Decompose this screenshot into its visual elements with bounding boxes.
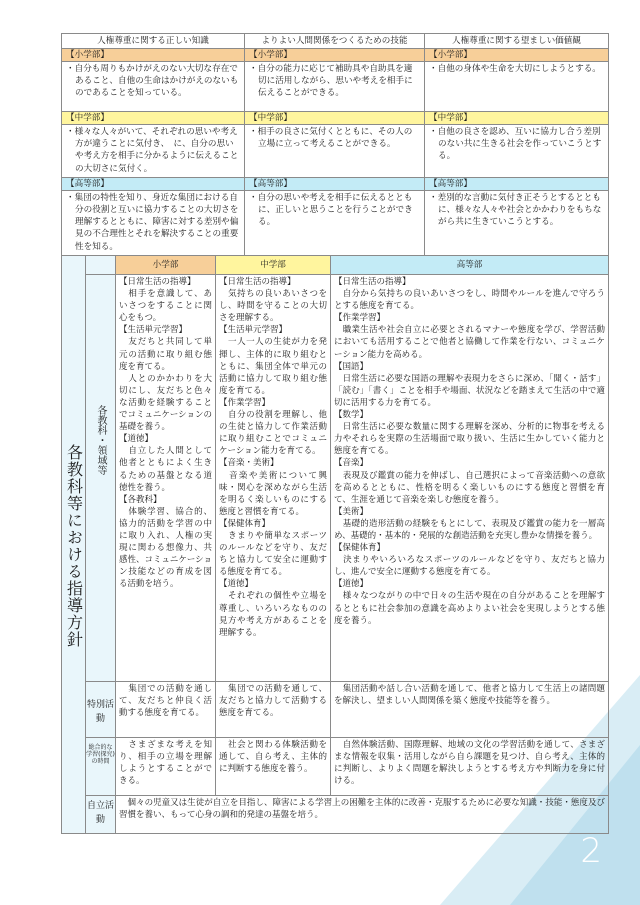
level-label-junior: 【中学部】 (62, 112, 245, 125)
level-label-high: 【高等部】 (62, 177, 245, 190)
integrated-elementary: さまざまな考えを知り、相手の立場を理解しようとすることができる。 (116, 738, 216, 796)
level-label-junior: 【中学部】 (245, 112, 425, 125)
goals-table (61, 33, 609, 256)
header-high: 高等部 (331, 256, 609, 275)
goal-text: ・様々な人々がいて、それぞれの思いや考え方が違うことに気付き、 に、自分の思いや考え方を相手に分かるように伝えることの大切さに気付く。 (66, 127, 239, 174)
goal-item (245, 125, 425, 178)
special-high: 集団活動や話し合い活動を通して、他者と協力して生活上の諸問題を解決し、望ましい人間関係を築く態度や技能等を養う。 (331, 682, 609, 738)
goal-text: ・自他の良さを認め、互いに協力し合う差別のない共に生きる社会を作っていこうとする。 (429, 127, 602, 162)
goal-text: ・差別的な言動に気付き正そうとするとともに、様々な人々や社会とかかわりをもちながら共に生きていこうとする。 (429, 192, 602, 228)
goal-item (245, 62, 425, 112)
level-label-high: 【高等部】 (245, 177, 425, 190)
goal-item (245, 190, 425, 255)
page-number: 2 (580, 831, 602, 871)
row-label-cell (86, 682, 116, 738)
main-label-cell (62, 256, 86, 834)
subjects-junior: 【日常生活の指導】 気持ちの良いあいさつをし、時間を守ることの大切さを理解する。 【生活単元学習】 一人一人の生徒が力を発揮し、主体的に取り組むとともに、集団全体で単元の活動に協力して取り組む態度を育てる。 【作業学習】 自分の役割を理解し、他の生徒と協力して作業活動に取り組むことでコミュニケーション能力を育てる。 【音楽・美術】 音楽や美術について興味・関心を深めながら生活を明るく楽しいものにする態度と習慣を育てる。 【保健体育】 きまりや簡単なスポーツのルールなどを守り、友だちと協力して安全に運動する態度を育てる。 【道徳】 それぞれの個性や立場を尊重し、いろいろなものの見方や考え方があることを理解する。 (216, 275, 331, 682)
level-label-elementary: 【小学部】 (245, 49, 425, 62)
header-elementary: 小学部 (116, 256, 216, 275)
header-blank (86, 256, 116, 275)
goal-item (425, 125, 609, 178)
subjects-elementary: 【日常生活の指導】 相手を意識して、あいさつをすることに関心をもつ。 【生活単元学習】 友だちと共同して単元の活動に取り組む態度を育てる。 人とのかかわりを大切にし、友だちと色々な活動を経験することでコミュニケーションの基礎を養う。 【道徳】 自立した人間として他者とともによく生きるための基盤となる道徳性を養う。 【各教科】 体験学習、協合的、協力的活動を学習の中に取り入れ、人権の実現に関わる想像力、共感性、コミュニケーション技能などの育成を図る活動を培う。 (116, 275, 216, 682)
level-label-high: 【高等部】 (425, 177, 609, 190)
integrated-high: 自然体験活動、国際理解、地域の文化の学習活動を通して、さまざまな情報を収集・活用しながら自ら課題を見つけ、自ら考え、主体的に判断し、よりよく問題を解決しようとする考え方や判断力を身に付ける。 (331, 738, 609, 796)
special-elementary: 集団での活動を通して、友だちと仲良く活動する態度を育てる。 (116, 682, 216, 738)
column-header: 人権尊重に関する望ましい価値観 (425, 34, 609, 49)
level-label-elementary: 【小学部】 (62, 49, 245, 62)
column-header: よりよい人間関係をつくるための技能 (245, 34, 425, 49)
level-label-junior: 【中学部】 (425, 112, 609, 125)
integrated-junior: 社会と関わる体験活動を通して、自ら考え、主体的に判断する態度を養う。 (216, 738, 331, 796)
independence-text: 個々の児童又は生徒が自立を目指し、障害による学習上の困難を主体的に改善・克服するために必要な知識・技能・態度及び習慣を養い、もって心身の調和的発達の基盤を培う。 (116, 796, 609, 834)
special-junior: 集団での活動を通して、友だちと協力して活動する態度を育てる。 (216, 682, 331, 738)
goal-text: ・自分も周りもかけがえのない大切な存在であること、自他の生命はかけがえのないものであることを知っている。 (66, 64, 239, 99)
subjects-high: 【日常生活の指導】 自分から気持ちの良いあいさつをし、時間やルールを進んで守ろうとする態度を育てる。 【作業学習】 職業生活や社会自立に必要とされるマナーや態度を学び、学習活動においても活用することで他者と協働して作業を行ない、コミュニケーション能力を高める。 【国語】 日常生活に必要な国語の理解や表現力をさらに深め、「聞く・話す」「読む」「書く」ことを相手や場面、状況などを踏まえて生活の中で適切に活用する力を育てる。 【数学】 日常生活に必要な数量に関する理解を深め、分析的に物事を考える力やそれらを実際の生活場面で取り扱い、生活に生かしていく能力と態度を育てる。 【音楽】 表現及び鑑賞の能力を伸ばし、自己選択によって音楽活動への意欲を高めるとともに、性格を明るく楽しいものにする態度と習慣を育て、生涯を通じて音楽を楽しむ態度を養う。 【美術】 基礎的造形活動の経験をもとにして、表現及び鑑賞の能力を一層高め、基礎的・基本的・発展的な創造活動を充実し豊かな情操を養う。 【保健体育】 決まりやいろいろなスポーツのルールなどを守り、友だちと協力し、進んで安全に運動する態度を育てる。 【道徳】 様々なつながりの中で日々の生活や現在の自分があることを理解するとともに社会参加の意識を高めよりよい社会を実現しようとする態度を養う。 (331, 275, 609, 682)
goal-text: ・自分の思いや考えを相手に伝えるとともに、正しいと思うことを行うことができる。 (249, 192, 413, 228)
goal-item (62, 125, 245, 178)
goal-item (62, 62, 245, 112)
goal-text: ・相手の良さに気付くとともに、その人の立場に立って考えることができる。 (249, 127, 413, 150)
row-label-cell (86, 738, 116, 796)
row-label-special-activities: 特別活動 (86, 700, 114, 724)
row-label-independence: 自立活動 (86, 801, 114, 825)
header-junior: 中学部 (216, 256, 331, 275)
goal-text: ・自分の能力に応じて補助具や自助具を適切に活用しながら、思いや考えを相手に伝えることができる。 (249, 64, 413, 99)
level-label-elementary: 【小学部】 (425, 49, 609, 62)
row-label-cell (86, 275, 116, 682)
goal-text: ・集団の特性を知り、身近な集団における自分の役割と互いに協力することの大切さを理解するとともに、障害に対する差別や偏見の不合理性とそれを解決することの重要性を知る。 (66, 192, 239, 252)
goal-item (425, 190, 609, 255)
row-label-subjects: 各教科・領域等 (95, 405, 106, 475)
row-label-integrated-study: 総合的な学習(探究)の時間 (86, 744, 115, 765)
goal-item (425, 62, 609, 112)
column-header: 人権尊重に関する正しい知識 (62, 34, 245, 49)
guidance-table (61, 255, 609, 834)
goal-text: ・自他の身体や生命を大切にしようとする。 (429, 64, 601, 74)
row-label-cell (86, 796, 116, 834)
goal-item (62, 190, 245, 255)
main-label: 各教科等における指導方針 (64, 444, 84, 648)
